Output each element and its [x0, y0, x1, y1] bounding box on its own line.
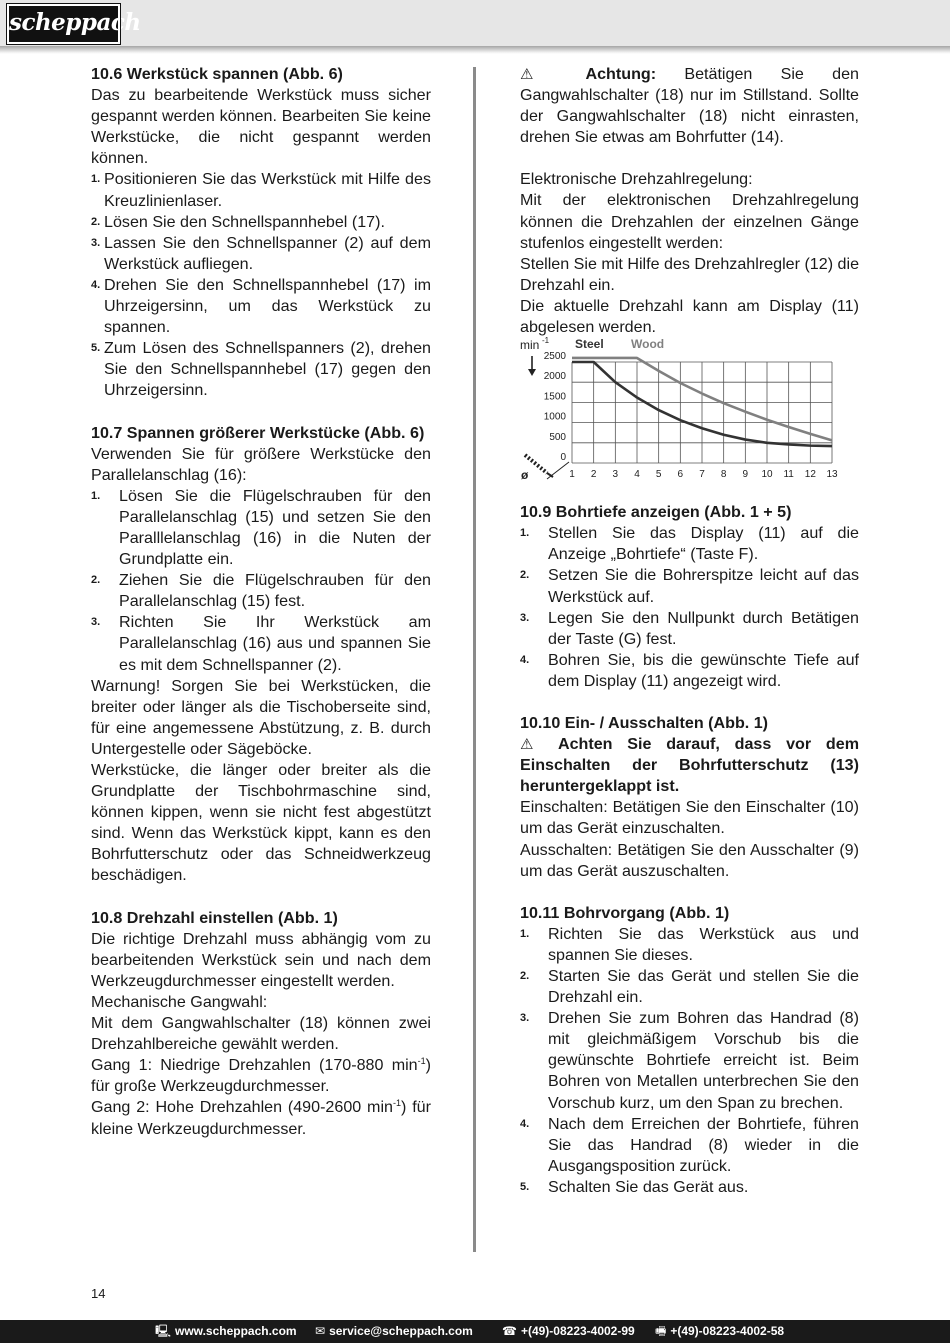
electronic-speed-paragraph-3: Die aktuelle Drehzahl kann am Display (11) abgelesen werden.	[520, 296, 859, 337]
section-10-7-title: 10.7 Spannen größerer Werkstücke (Abb. 6)	[91, 423, 425, 442]
electronic-speed-title: Elektronische Drehzahlregelung:	[520, 170, 753, 189]
step-number: 3.	[520, 1012, 530, 1025]
section-10-9-steps	[520, 523, 859, 692]
section-10-7-warning: Warnung! Sorgen Sie bei Werkstücken, die breiter oder länger als die Tischoberseite sind, für eine angemessene Abstützung, z. B. durch Untergestelle oder Sägeböcke.	[91, 676, 431, 758]
x-tick-label: 8	[720, 469, 727, 481]
step-text: Schalten Sie das Gerät aus.	[548, 1177, 749, 1196]
gear-2-text: Gang 2: Hohe Drehzahlen (490-2600 $\min^{-1}$) für kleine Werkzeugdurchmesser.	[91, 1098, 431, 1138]
x-tick-label: 1	[569, 469, 575, 481]
step-number: 1.	[91, 489, 101, 502]
step-text: Starten Sie das Gerät und stellen Sie die Drehzahl ein.	[548, 967, 859, 1007]
x-tick-label: 2	[590, 469, 597, 481]
x-tick-label: 5	[655, 469, 662, 481]
section-10-7-intro: Verwenden Sie für größere Werkstücke den Parallelanschlag (16):	[91, 444, 431, 484]
list-item	[520, 608, 859, 650]
list-item	[91, 275, 431, 338]
list-item	[91, 233, 431, 275]
step-text: Richten Sie das Werkstück aus und spannen Sie dieses.	[548, 924, 859, 964]
step-number: 1.	[91, 173, 101, 186]
x-tick-label: 6	[677, 469, 684, 481]
list-item	[520, 523, 859, 565]
footer-website[interactable]: 🖳 www.scheppach.com	[155, 1324, 297, 1338]
column-divider	[473, 67, 476, 1252]
speed-chart-svg	[517, 334, 862, 490]
step-text: Drehen Sie zum Bohren das Handrad (8) mit gleichmäßigem Vorschub bis die gewünschte Bohrtiefe erreicht ist. Beim Bohren von Metallen unterbrechen Sie den Vorschub kurz, um den Span zu brechen.	[548, 1009, 859, 1112]
step-number: 3.	[91, 616, 101, 629]
section-10-8-paragraph-3: Mit dem Gangwahlschalter (18) können zwei Drehzahlbereiche gewählt werden.	[91, 1014, 431, 1054]
list-item	[91, 570, 431, 612]
warning-icon: ⚠	[520, 66, 558, 83]
section-10-6-intro: Das zu bearbeitende Werkstück muss sicher gespannt werden können. Bearbeiten Sie keine Werkstücke, die nicht gespannt werden können.	[91, 86, 431, 168]
step-number: 2.	[91, 215, 101, 228]
arrow-head-icon	[528, 369, 536, 376]
list-item	[520, 1114, 859, 1177]
step-number: 3.	[520, 611, 530, 624]
electronic-speed-paragraph-1: Mit der elektronischen Drehzahlregelung können die Drehzahlen der einzelnen Gänge stufenlos eingestellt werden:	[520, 191, 859, 252]
step-text: Nach dem Erreichen der Bohrtiefe, führen Sie das Handrad (8) wieder in die Ausgangsposition zurück.	[548, 1114, 859, 1175]
step-number: 1.	[520, 527, 530, 540]
step-text: Legen Sie den Nullpunkt durch Betätigen der Taste (G) fest.	[548, 608, 859, 648]
x-tick-label: 4	[634, 469, 640, 481]
phone-icon: ☎	[502, 1324, 517, 1338]
y-axis-label: min	[520, 338, 540, 353]
y-axis-label-superscript: -1	[542, 336, 550, 346]
footer-email[interactable]: ✉ service@scheppach.com	[315, 1324, 473, 1338]
list-item	[91, 338, 431, 401]
step-text: Stellen Sie das Display (11) auf die Anzeige „Bohrtiefe“ (Taste F).	[548, 524, 859, 564]
section-10-11-steps	[520, 924, 859, 1198]
y-tick-label: 500	[549, 431, 566, 443]
x-tick-label: 9	[742, 469, 749, 481]
page-number: 14	[91, 1286, 106, 1301]
legend-label-steel: Steel	[575, 337, 604, 352]
section-10-11-title: 10.11 Bohrvorgang (Abb. 1)	[520, 903, 730, 922]
section-10-7-steps	[91, 486, 431, 676]
list-item	[91, 169, 431, 211]
step-number: 2.	[91, 574, 101, 587]
header-shadow	[0, 46, 950, 54]
y-tick-label: 1500	[543, 391, 566, 403]
step-number: 5.	[520, 1180, 530, 1193]
section-10-9-title: 10.9 Bohrtiefe anzeigen (Abb. 1 + 5)	[520, 503, 792, 522]
step-text: Lösen Sie den Schnellspannhebel (17).	[104, 212, 385, 231]
list-item	[520, 1008, 859, 1113]
section-10-10-warning: ⚠ Achten Sie darauf, dass vor dem Einschalten der Bohrfutterschutz (13) heruntergeklappt ist.	[520, 735, 860, 796]
footer-phone[interactable]: ☎ +(49)-08223-4002-99	[502, 1324, 635, 1338]
step-text: Lösen Sie die Flügelschrauben für den Parallelanschlag (15) und setzen Sie den Paralllelanschlag (16) in die Nuten der Grundplatte ein.	[119, 486, 431, 569]
list-item	[91, 612, 431, 675]
y-tick-label: 1000	[543, 411, 566, 423]
x-tick-label: 13	[826, 469, 838, 481]
page-header	[0, 0, 950, 46]
step-text: Drehen Sie den Schnellspannhebel (17) im Uhrzeigersinn, um das Werkstück zu spannen.	[104, 275, 431, 337]
mail-icon: ✉	[315, 1324, 326, 1338]
step-number: 2.	[520, 569, 530, 582]
fax-icon: 🖷	[655, 1324, 667, 1338]
step-text: Positionieren Sie das Werkstück mit Hilfe des Kreuzlinienlaser.	[104, 170, 431, 210]
speed-chart	[520, 338, 859, 488]
step-number: 3.	[91, 236, 101, 249]
step-number: 5.	[91, 342, 101, 355]
footer-fax: 🖷 +(49)-08223-4002-58	[655, 1324, 785, 1338]
brand-logo: scheppach	[7, 4, 120, 44]
list-item	[91, 486, 431, 570]
achtung-label: Achtung:	[585, 65, 657, 83]
right-column	[520, 64, 859, 1198]
section-10-8-paragraph-1: Die richtige Drehzahl muss abhängig vom zu bearbeitenden Werkstück sein und nach dem Werkzeugdurchmesser eingestellt werden.	[91, 929, 431, 990]
list-item	[520, 924, 859, 966]
monitor-icon: 🖳	[155, 1324, 172, 1338]
list-item	[520, 1177, 859, 1198]
y-tick-label: 2000	[543, 371, 566, 383]
step-text: Bohren Sie, bis die gewünschte Tiefe auf dem Display (11) angezeigt wird.	[548, 650, 859, 690]
x-tick-label: 10	[761, 469, 773, 481]
section-10-8-paragraph-2: Mechanische Gangwahl:	[91, 992, 268, 1011]
section-10-6-steps	[91, 169, 431, 401]
x-tick-label: 11	[783, 469, 794, 481]
step-text: Lassen Sie den Schnellspanner (2) auf dem Werkstück aufliegen.	[104, 233, 431, 273]
step-text: Ziehen Sie die Flügelschrauben für den Parallelanschlag (15) fest.	[119, 571, 431, 611]
section-10-10-title: 10.10 Ein- / Ausschalten (Abb. 1)	[520, 713, 769, 732]
gear-1-text: Gang 1: Niedrige Drehzahlen (170-880 $\min^{-1}$) für große Werkzeugdurchmesser.	[91, 1056, 431, 1096]
step-number: 2.	[520, 970, 530, 982]
x-tick-label: 12	[804, 469, 816, 481]
step-text: Zum Lösen des Schnellspanners (2), drehen Sie den Schnellspannhebel (17) gegen den Uhrzeigersinn.	[104, 339, 431, 400]
y-tick-label: 2500	[543, 351, 566, 363]
section-10-7-paragraph: Werkstücke, die länger oder breiter als die Grundplatte der Tischbohrmaschine sind, können kippen, wenn sie nicht fest abgestützt sind. Wenn das Werkstück kippt, kann es den Bohrfutterschutz oder das Schneidwerkzeug beschädigen.	[91, 761, 431, 885]
left-column	[91, 64, 431, 1140]
achtung-note	[520, 64, 859, 148]
y-tick-label: 0	[560, 452, 566, 464]
axis-pointer-line	[547, 462, 569, 479]
step-number: 4.	[91, 278, 101, 291]
step-text: Setzen Sie die Bohrerspitze leicht auf das Werkstück auf.	[548, 566, 859, 606]
section-10-6-title: 10.6 Werkstück spannen (Abb. 6)	[91, 65, 343, 83]
warning-icon: ⚠	[520, 736, 544, 754]
list-item	[91, 212, 431, 233]
electronic-speed-paragraph-2: Stellen Sie mit Hilfe des Drehzahlregler (12) die Drehzahl ein.	[520, 254, 860, 294]
list-item	[520, 650, 859, 692]
page-footer	[0, 1320, 950, 1343]
x-tick-label: 3	[612, 469, 619, 481]
x-axis-label: ø	[521, 468, 529, 483]
x-tick-label: 7	[699, 469, 705, 481]
list-item	[520, 565, 859, 607]
step-number: 4.	[520, 1117, 530, 1130]
list-item	[520, 966, 859, 1008]
switch-on-text: Einschalten: Betätigen Sie den Einschalter (10) um das Gerät einzuschalten.	[520, 798, 859, 838]
legend-label-wood: Wood	[631, 337, 665, 352]
achtung-text: Betätigen Sie den Gangwahlschalter (18) nur im Stillstand. Sollte der Gangwahlschalter (18) nicht einrasten, drehen Sie etwas am Bohrfutter (14).	[520, 65, 859, 147]
switch-off-text: Ausschalten: Betätigen Sie den Ausschalter (9) um das Gerät auszuschalten.	[520, 840, 859, 880]
step-text: Richten Sie Ihr Werkstück am Parallelanschlag (16) aus und spannen Sie es mit dem Schnellspanner (2).	[119, 613, 431, 674]
section-10-8-title: 10.8 Drehzahl einstellen (Abb. 1)	[91, 908, 338, 927]
step-number: 4.	[520, 653, 530, 666]
step-number: 1.	[520, 927, 530, 940]
